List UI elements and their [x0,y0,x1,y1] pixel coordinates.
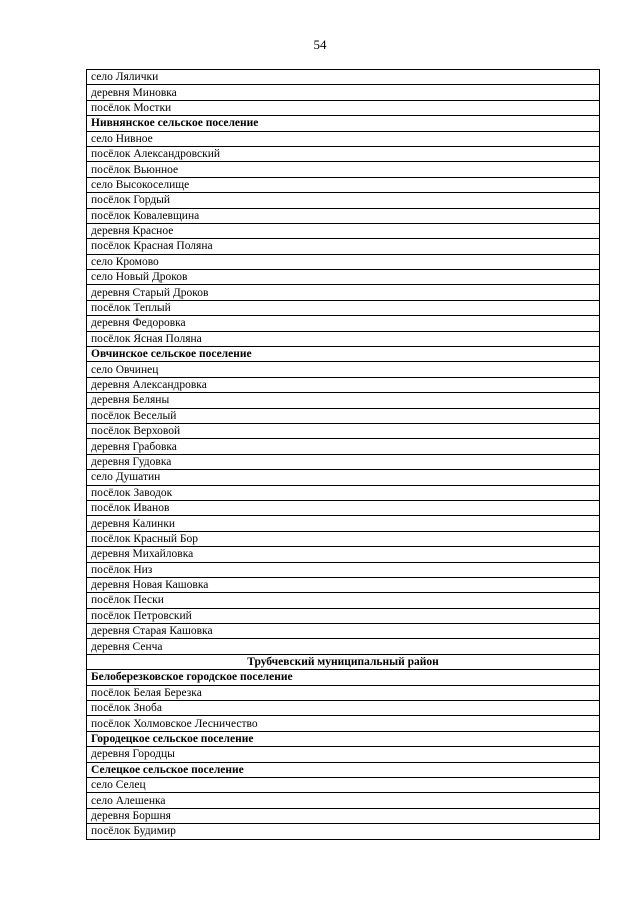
settlement-row [87,439,600,454]
settlement-row [87,777,600,792]
settlement-name: посёлок Вьюнное [87,162,600,177]
settlement-row [87,177,600,192]
settlement-name: село Овчинец [87,362,600,377]
settlement-row [87,316,600,331]
settlement-row [87,454,600,469]
settlement-row [87,685,600,700]
settlement-row [87,639,600,654]
settlement-group-title: Овчинское сельское поселение [87,347,600,362]
settlement-row [87,193,600,208]
settlement-row [87,239,600,254]
settlement-group-title: Городецкое сельское поселение [87,731,600,746]
settlement-name: село Лялички [87,70,600,85]
settlement-name: посёлок Теплый [87,300,600,315]
settlement-row [87,516,600,531]
settlement-row [87,300,600,315]
settlement-row [87,362,600,377]
settlement-name: деревня Городцы [87,747,600,762]
settlement-name: посёлок Красная Поляна [87,239,600,254]
settlement-name: посёлок Ковалевщина [87,208,600,223]
settlement-row [87,608,600,623]
settlement-name: село Новый Дроков [87,270,600,285]
settlement-row [87,100,600,115]
settlement-row [87,208,600,223]
settlement-name: село Нивное [87,131,600,146]
settlement-name: посёлок Александровский [87,146,600,161]
settlement-row [87,377,600,392]
settlement-name: деревня Грабовка [87,439,600,454]
settlement-row [87,562,600,577]
settlement-name: село Алешенка [87,793,600,808]
settlement-row [87,485,600,500]
settlement-row [87,470,600,485]
settlement-row [87,270,600,285]
settlement-name: деревня Михайловка [87,547,600,562]
settlement-name: деревня Александровка [87,377,600,392]
settlement-group-row [87,347,600,362]
settlement-name: посёлок Белая Березка [87,685,600,700]
settlement-name: деревня Старая Кашовка [87,624,600,639]
settlement-row [87,223,600,238]
settlement-group-title: Белоберезковское городское поселение [87,670,600,685]
settlement-name: посёлок Гордый [87,193,600,208]
settlement-name: посёлок Будимир [87,824,600,839]
settlement-group-title: Селецкое сельское поселение [87,762,600,777]
settlement-group-row [87,731,600,746]
settlement-group-row [87,116,600,131]
settlement-name: посёлок Холмовское Лесничество [87,716,600,731]
settlement-name: посёлок Зноба [87,701,600,716]
settlement-row [87,393,600,408]
settlement-group-row [87,670,600,685]
settlement-row [87,593,600,608]
settlement-row [87,531,600,546]
settlement-row [87,824,600,839]
settlement-name: посёлок Верховой [87,423,600,438]
settlement-row [87,423,600,438]
settlement-name: посёлок Петровский [87,608,600,623]
settlement-row [87,131,600,146]
settlement-name: посёлок Ясная Поляна [87,331,600,346]
settlement-name: деревня Беляны [87,393,600,408]
settlement-name: посёлок Мостки [87,100,600,115]
settlement-group-title: Нивнянское сельское поселение [87,116,600,131]
settlement-name: посёлок Пески [87,593,600,608]
settlement-row [87,85,600,100]
settlement-name: село Душатин [87,470,600,485]
page-number: 54 [313,37,327,52]
settlement-name: деревня Федоровка [87,316,600,331]
settlement-row [87,747,600,762]
settlement-row [87,162,600,177]
settlement-row [87,793,600,808]
settlement-row [87,70,600,85]
settlement-row [87,254,600,269]
settlement-name: село Селец [87,777,600,792]
settlement-row [87,331,600,346]
settlements-table-body [87,70,600,840]
settlement-name: деревня Новая Кашовка [87,577,600,592]
settlement-name: посёлок Низ [87,562,600,577]
settlement-name: посёлок Заводок [87,485,600,500]
settlement-row [87,547,600,562]
settlement-row [87,624,600,639]
settlement-name: деревня Гудовка [87,454,600,469]
settlement-name: посёлок Красный Бор [87,531,600,546]
settlement-name: деревня Старый Дроков [87,285,600,300]
settlement-group-row [87,762,600,777]
settlement-row [87,701,600,716]
settlement-row [87,716,600,731]
settlement-row [87,500,600,515]
settlement-name: деревня Сенча [87,639,600,654]
settlement-name: село Кромово [87,254,600,269]
settlements-table [86,69,600,840]
settlement-row [87,285,600,300]
settlement-row [87,577,600,592]
settlement-row [87,408,600,423]
settlement-name: деревня Боршня [87,808,600,823]
settlement-name: село Высокоселище [87,177,600,192]
district-title: Трубчевский муниципальный район [87,654,600,669]
settlement-name: деревня Красное [87,223,600,238]
settlement-name: посёлок Иванов [87,500,600,515]
settlement-row [87,146,600,161]
settlement-name: деревня Миновка [87,85,600,100]
settlement-name: посёлок Веселый [87,408,600,423]
district-row [87,654,600,669]
settlement-name: деревня Калинки [87,516,600,531]
settlement-row [87,808,600,823]
